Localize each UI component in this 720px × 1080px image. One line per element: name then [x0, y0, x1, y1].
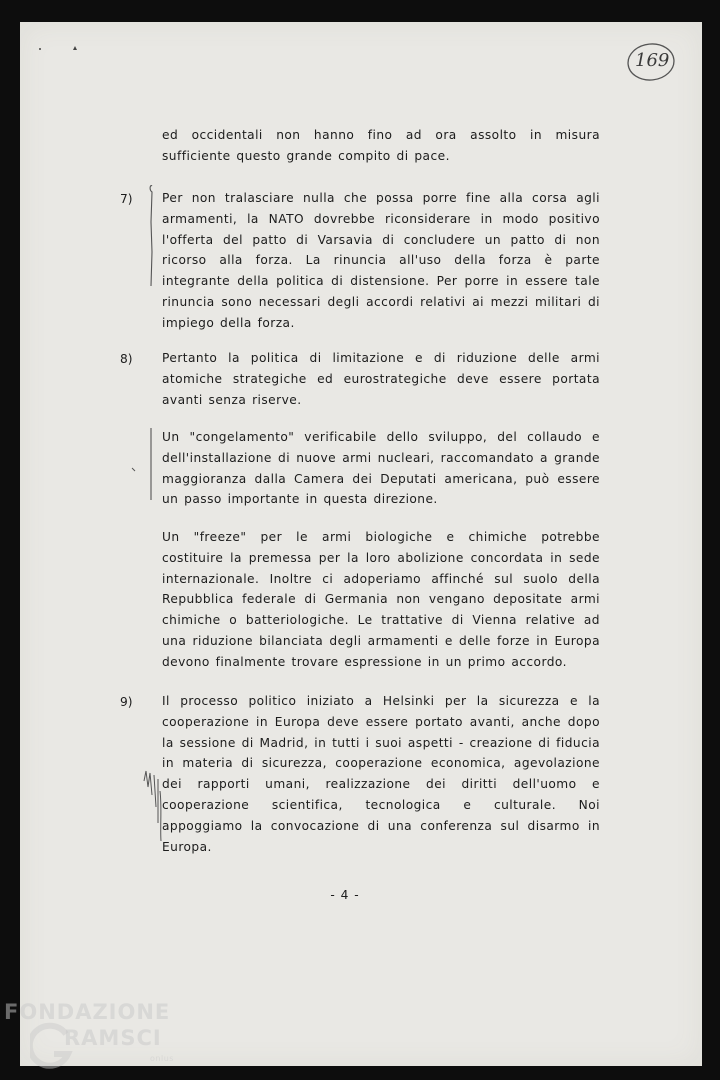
ink-dot-mark — [130, 466, 138, 474]
watermark-suffix: onlus — [150, 1054, 174, 1063]
archive-number-stamp — [625, 40, 677, 80]
archive-number: 169 — [635, 50, 670, 71]
document-page — [20, 22, 702, 1066]
section-7-paragraph: Per non tralasciare nulla che possa porre fine alla corsa agli armamenti, la NATO dovrebbe riconsiderare in modo positivo l'offerta del patto di Varsavia di concludere un patto di non ricorso alla forza. La rinuncia all'uso della forza è parte integrante della politica di distensione. Per porre in essere tale rinuncia sono necessari degli accordi relativi ai mezzi militari di impiego della forza. — [162, 191, 600, 330]
handwritten-margin-scribble — [138, 767, 168, 845]
margin-bracket-mark — [146, 182, 160, 294]
section-number-9: 9) — [120, 695, 133, 709]
intro-paragraph: ed occidentali non hanno fino ad ora assolto in misura sufficiente questo grande compito di pace. — [162, 128, 600, 163]
archive-watermark — [4, 996, 204, 1080]
section-number-8: 8) — [120, 352, 133, 366]
margin-bracket-mark — [146, 426, 156, 502]
section-9-paragraph: Il processo politico iniziato a Helsinki per la sicurezza e la cooperazione in Europa deve essere portato avanti, anche dopo la sessione di Madrid, in tutti i suoi aspetti - creazione di fiducia in materia di sicurezza, cooperazione economica, agevolazione dei rapporti umani, realizzazione dei diritti dell'uomo e cooperazione scientifica, tecnologica e culturale. Noi appoggiamo la convocazione di una conferenza sul disarmo in Europa. — [162, 694, 600, 854]
nuclear-freeze-paragraph: Un "congelamento" verificabile dello sviluppo, del collaudo e dell'installazione di nuove armi nucleari, raccomandato a grande maggioranza dalla Camera dei Deputati americana, può essere un passo importante in questa direzione. — [162, 430, 600, 507]
watermark-line-2: RAMSCI — [64, 1026, 162, 1050]
chemical-freeze-paragraph: Un "freeze" per le armi biologiche e chimiche potrebbe costituire la premessa per la loro abolizione concordata in sede internazionale. Inoltre ci adoperiamo affinché sul suolo della Repubblica federale di Germania non vengano depositate armi chimiche o batteriologiche. Le trattative di Vienna relative ad una riduzione bilanciata degli armamenti e delle forze in Europa devono finalmente trovare espressione in un primo accordo. — [162, 530, 600, 669]
page-number: - 4 - — [330, 888, 360, 902]
paper-specks — [34, 42, 84, 54]
watermark-line-1: FONDAZIONE — [4, 1000, 171, 1024]
section-8-paragraph: Pertanto la politica di limitazione e di riduzione delle armi atomiche strategiche ed eurostrategiche deve essere portata avanti senza riserve. — [162, 351, 600, 407]
section-number-7: 7) — [120, 192, 133, 206]
